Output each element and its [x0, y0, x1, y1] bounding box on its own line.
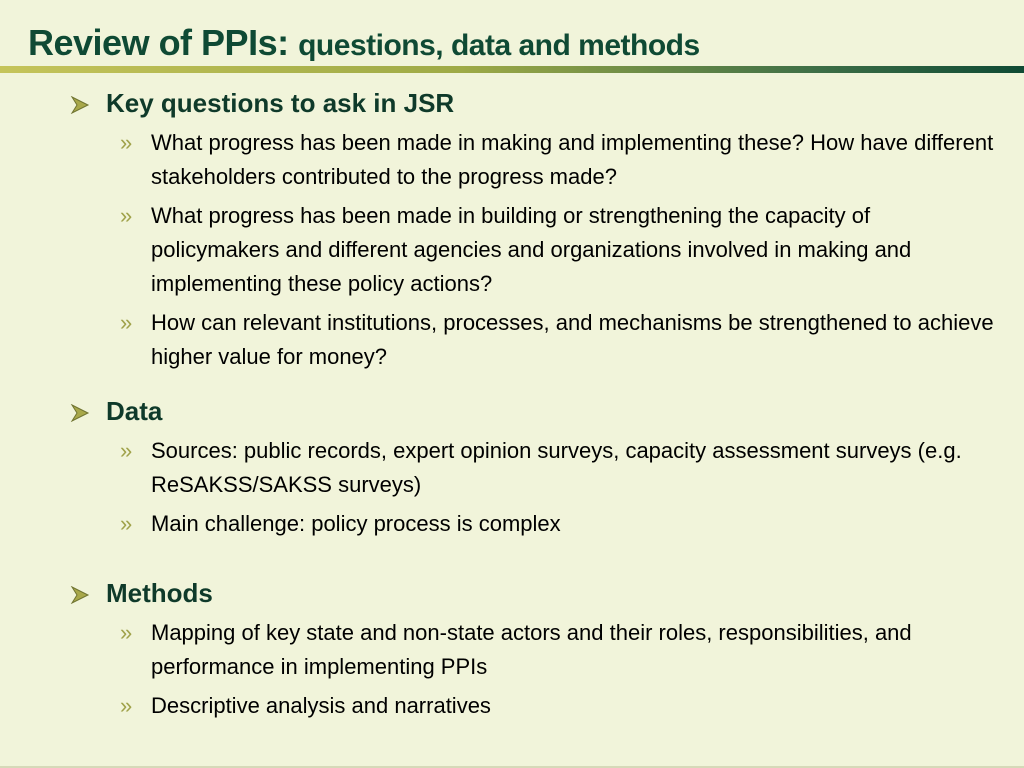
title-divider [0, 66, 1024, 73]
list-item [70, 689, 1000, 723]
bullet-list [70, 434, 1000, 541]
slide-title [28, 22, 700, 64]
section-heading-label: Key questions to ask in JSR [106, 88, 455, 118]
subbullet-icon: » [120, 693, 133, 718]
list-item-text: Sources: public records, expert opinion surveys, capacity assessment surveys (e.g. ReSAKSS/SAKSS surveys) [151, 438, 962, 497]
section-data [70, 396, 1000, 546]
subbullet-icon: » [120, 620, 133, 645]
arrow-bullet-icon [70, 96, 90, 114]
list-item [70, 126, 1000, 194]
section-key-questions [70, 88, 1000, 379]
subbullet-icon: » [120, 130, 133, 155]
list-item-text: How can relevant institutions, processes, and mechanisms be strengthened to achieve higher value for money? [151, 310, 994, 369]
list-item-text: Mapping of key state and non-state actors and their roles, responsibilities, and performance in implementing PPIs [151, 620, 912, 679]
list-item [70, 507, 1000, 541]
subbullet-icon: » [120, 310, 133, 335]
list-item [70, 306, 1000, 374]
arrow-bullet-icon [70, 586, 90, 604]
list-item [70, 616, 1000, 684]
list-item-text: Main challenge: policy process is complex [151, 511, 561, 536]
section-heading [70, 396, 1000, 430]
section-heading [70, 88, 1000, 122]
section-methods [70, 578, 1000, 728]
title-subtitle: questions, data and methods [298, 29, 700, 62]
section-heading-label: Data [106, 396, 163, 426]
list-item-text: Descriptive analysis and narratives [151, 693, 491, 718]
list-item-text: What progress has been made in making and implementing these? How have different stakeholders contributed to the progress made? [151, 130, 994, 189]
arrow-bullet-icon [70, 404, 90, 422]
bullet-list [70, 616, 1000, 723]
subbullet-icon: » [120, 203, 133, 228]
subbullet-icon: » [120, 438, 133, 463]
list-item [70, 434, 1000, 502]
section-heading-label: Methods [106, 578, 213, 608]
title-main: Review of PPIs: [28, 22, 289, 63]
list-item-text: What progress has been made in building or strengthening the capacity of policymakers and different agencies and organizations involved in making and implementing these policy actions? [151, 203, 912, 296]
section-heading [70, 578, 1000, 612]
subbullet-icon: » [120, 511, 133, 536]
bullet-list [70, 126, 1000, 374]
list-item [70, 199, 1000, 301]
